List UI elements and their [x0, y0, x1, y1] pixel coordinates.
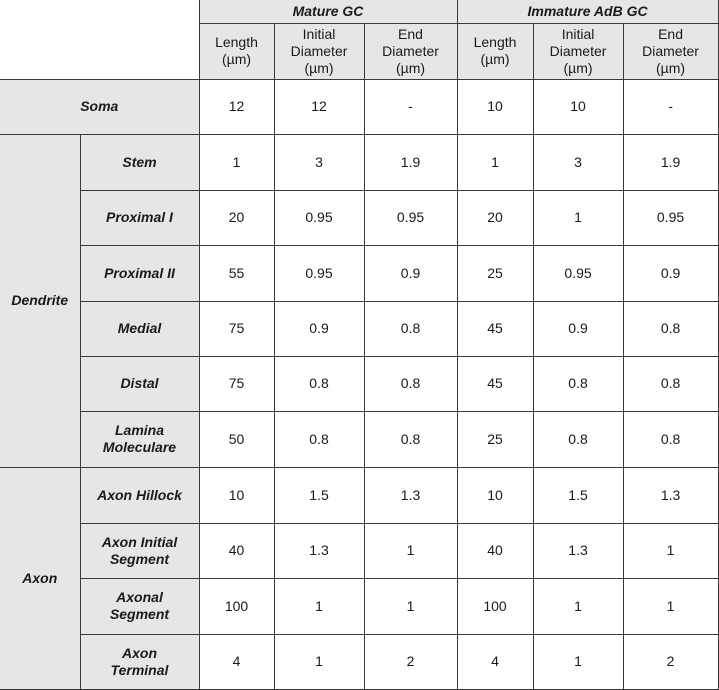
- compartment-label-soma: Soma: [0, 79, 199, 134]
- value-cell: 12: [274, 79, 364, 134]
- segment-label-line: Proximal II: [104, 264, 175, 281]
- compartment-label-axon: Axon: [0, 467, 80, 689]
- value-cell: 1: [457, 134, 533, 190]
- table-row: [0, 245, 718, 301]
- column-header-line: End: [398, 25, 423, 42]
- value-cell: 2: [623, 634, 718, 689]
- value-cell: 0.8: [274, 411, 364, 467]
- segment-label: [80, 134, 199, 190]
- value-cell: 100: [457, 578, 533, 634]
- segment-label: [80, 411, 199, 467]
- value-cell: 40: [199, 523, 274, 578]
- value-cell: 0.9: [533, 301, 623, 356]
- value-cell: 20: [199, 190, 274, 245]
- segment-label-line: Proximal I: [106, 209, 173, 225]
- value-cell: 10: [199, 467, 274, 523]
- segment-label: [80, 523, 199, 578]
- column-header-line: End: [658, 25, 683, 42]
- table-row: [0, 467, 718, 523]
- column-header-line: (µm): [395, 59, 426, 76]
- segment-label: [80, 467, 199, 523]
- group-header-mature: Mature GC: [199, 0, 457, 23]
- segment-label-line: Axon Initial: [101, 533, 178, 550]
- value-cell: 50: [199, 411, 274, 467]
- value-cell: 20: [457, 190, 533, 245]
- value-cell: 0.8: [274, 356, 364, 411]
- segment-label-line: Moleculare: [102, 439, 177, 455]
- value-cell: 1.5: [533, 467, 623, 523]
- value-cell: 1: [533, 190, 623, 245]
- compartment-label-dendrite: Dendrite: [0, 134, 80, 467]
- value-cell: 12: [199, 79, 274, 134]
- table-row: [0, 134, 718, 190]
- table-row: [0, 523, 718, 578]
- value-cell: 1: [364, 523, 457, 578]
- table-row: [0, 356, 718, 411]
- segment-label: [80, 578, 199, 634]
- value-cell: 0.8: [364, 301, 457, 356]
- column-header-line: Diameter: [290, 42, 348, 59]
- value-cell: -: [364, 79, 457, 134]
- value-cell: 0.8: [364, 411, 457, 467]
- value-cell: 10: [457, 467, 533, 523]
- segment-label: [80, 301, 199, 356]
- value-cell: 40: [457, 523, 533, 578]
- group-header-row: [0, 0, 718, 23]
- value-cell: 0.95: [364, 190, 457, 245]
- value-cell: 1.3: [533, 523, 623, 578]
- segment-label: [80, 190, 199, 245]
- value-cell: 1.3: [364, 467, 457, 523]
- segment-label-line: Axon: [122, 644, 157, 661]
- value-cell: 1: [199, 134, 274, 190]
- value-cell: 0.8: [533, 411, 623, 467]
- column-header: [623, 23, 718, 79]
- column-header-line: Length: [473, 34, 517, 50]
- value-cell: 1.9: [623, 134, 718, 190]
- table-row: [0, 79, 718, 134]
- column-header-line: (µm): [221, 51, 252, 67]
- value-cell: 75: [199, 301, 274, 356]
- segment-label-line: Segment: [109, 606, 170, 622]
- column-header: [457, 23, 533, 79]
- column-header-line: (µm): [656, 59, 686, 76]
- value-cell: 0.95: [274, 245, 364, 301]
- table-row: [0, 190, 718, 245]
- value-cell: 1.9: [364, 134, 457, 190]
- table-row: [0, 634, 718, 689]
- value-cell: 10: [533, 79, 623, 134]
- value-cell: 0.9: [364, 245, 457, 301]
- value-cell: 1.5: [274, 467, 364, 523]
- segment-label-line: Axonal: [116, 589, 163, 605]
- table-row: [0, 411, 718, 467]
- column-header-line: Diameter: [382, 42, 439, 59]
- column-header: [533, 23, 623, 79]
- value-cell: 25: [457, 411, 533, 467]
- column-header-line: (µm): [563, 59, 593, 76]
- value-cell: 0.9: [274, 301, 364, 356]
- segment-label: [80, 356, 199, 411]
- column-header-line: Length: [215, 34, 258, 50]
- empty-corner-cell: [0, 0, 199, 79]
- column-header-line: Diameter: [642, 42, 699, 59]
- segment-label-line: Axon Hillock: [97, 486, 182, 503]
- value-cell: 75: [199, 356, 274, 411]
- value-cell: 0.95: [533, 245, 623, 301]
- value-cell: 0.8: [623, 411, 718, 467]
- segment-label-line: Terminal: [110, 661, 169, 678]
- value-cell: 10: [457, 79, 533, 134]
- value-cell: 0.8: [623, 301, 718, 356]
- column-header: [274, 23, 364, 79]
- value-cell: 45: [457, 301, 533, 356]
- segment-label-line: Stem: [122, 153, 157, 170]
- value-cell: 2: [364, 634, 457, 689]
- value-cell: 4: [199, 634, 274, 689]
- segment-label-line: Lamina: [114, 422, 164, 438]
- value-cell: 55: [199, 245, 274, 301]
- segment-label-line: Segment: [109, 550, 170, 567]
- value-cell: 0.8: [533, 356, 623, 411]
- value-cell: 1.3: [623, 467, 718, 523]
- value-cell: 3: [274, 134, 364, 190]
- segment-label-line: Distal: [120, 375, 159, 391]
- segment-label: [80, 245, 199, 301]
- segment-label-line: Medial: [117, 320, 162, 336]
- value-cell: 25: [457, 245, 533, 301]
- value-cell: 1: [274, 634, 364, 689]
- group-header-immature: Immature AdB GC: [457, 0, 718, 23]
- value-cell: 1: [623, 523, 718, 578]
- column-header-line: Initial: [561, 25, 595, 42]
- column-header: [364, 23, 457, 79]
- value-cell: 100: [199, 578, 274, 634]
- value-cell: 0.95: [623, 190, 718, 245]
- value-cell: 45: [457, 356, 533, 411]
- column-header: [199, 23, 274, 79]
- column-header-line: Diameter: [549, 42, 607, 59]
- column-header-line: Initial: [302, 25, 336, 42]
- value-cell: 3: [533, 134, 623, 190]
- value-cell: 1: [274, 578, 364, 634]
- value-cell: 1: [623, 578, 718, 634]
- value-cell: 0.8: [364, 356, 457, 411]
- value-cell: 0.8: [623, 356, 718, 411]
- value-cell: 1: [364, 578, 457, 634]
- column-header-line: (µm): [304, 59, 334, 76]
- value-cell: 4: [457, 634, 533, 689]
- value-cell: 1: [533, 634, 623, 689]
- table-row: [0, 301, 718, 356]
- segment-label: [80, 634, 199, 689]
- value-cell: 0.9: [623, 245, 718, 301]
- value-cell: 0.95: [274, 190, 364, 245]
- table-row: [0, 578, 718, 634]
- value-cell: 1: [533, 578, 623, 634]
- value-cell: -: [623, 79, 718, 134]
- value-cell: 1.3: [274, 523, 364, 578]
- column-header-line: (µm): [480, 51, 510, 67]
